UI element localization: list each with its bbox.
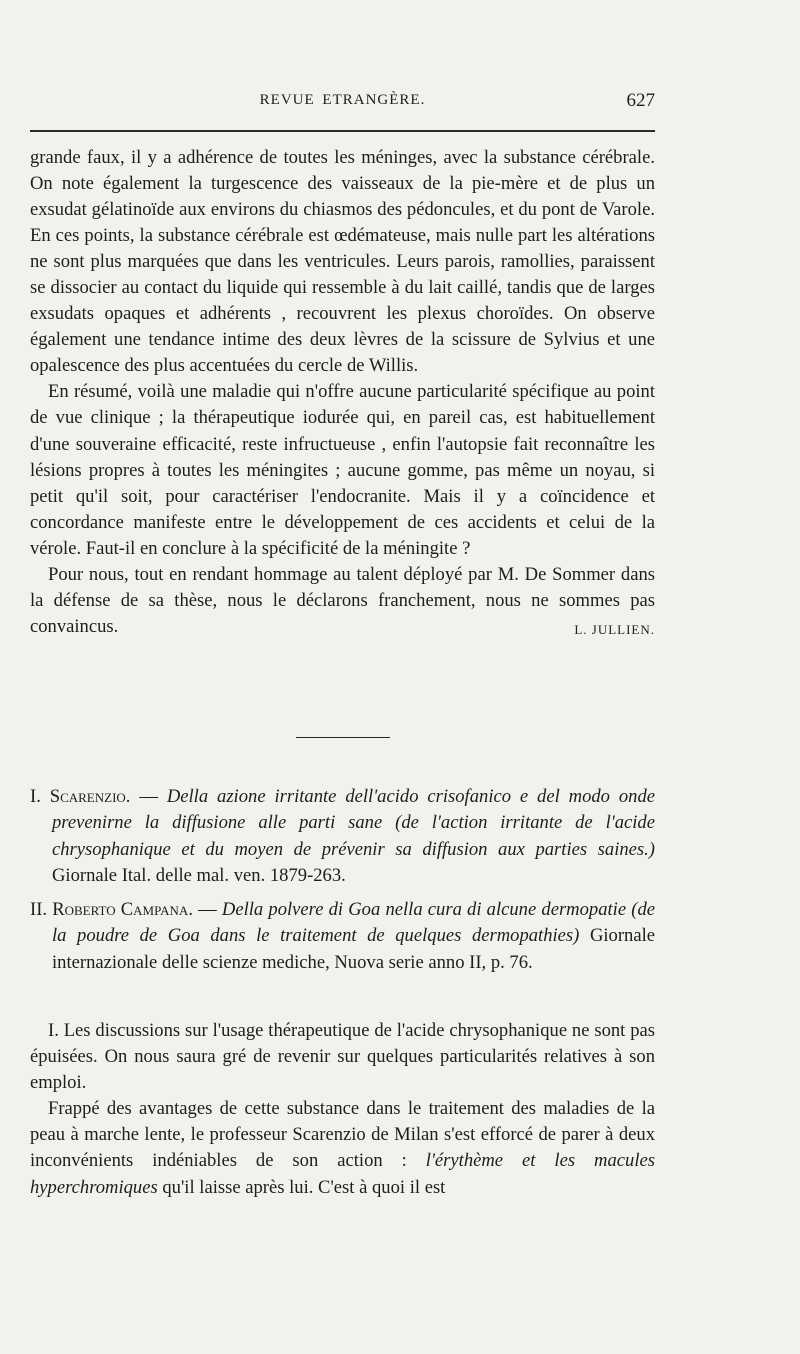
reference-numeral: I. xyxy=(30,786,41,807)
scarenzio-text-start: Frappé des avantages de cette substance dans le traitement des maladies de la peau à marche lente, le professeur Scarenzio de Milan s'est efforcé de parer à deux inconvénients indéniables de son action : xyxy=(30,1098,655,1172)
page-number: 627 xyxy=(626,90,655,111)
reference-author: Roberto Campana. xyxy=(52,899,193,921)
reference-item-1 xyxy=(30,784,655,889)
reference-source: Giornale Ital. delle mal. ven. 1879-263. xyxy=(52,864,346,886)
paragraph-summary: En résumé, voilà une maladie qui n'offre aucune particularité spécifique au point de vue clinique ; la thérapeutique iodurée qui, en pareil cas, est habituellement d'une souveraine efficacité, reste infructueuse , enfin l'autopsie fait reconnaître les lésions propres à toutes les méningites ; aucune gomme, pas même un noyau, si petit qu'il soit, pour caractériser l'endocranite. Mais il y a coïncidence et concordance manifeste entre le développement de ces accidents et celui de la vérole. Faut-il en conclure à la spécificité de la méningite ? xyxy=(30,381,655,559)
reference-numeral: II. xyxy=(30,899,48,921)
reference-author: Scarenzio. xyxy=(49,786,131,807)
article-chrysophanic xyxy=(30,1018,655,1201)
page-header xyxy=(30,92,655,120)
reference-translation: (de l'action irritante de l'acide chrysophanique et du moyen de prévenir sa diffusion aux parties saines.) xyxy=(52,812,655,860)
reference-dash: — xyxy=(192,899,222,921)
section-separator xyxy=(296,737,390,738)
paragraph-autopsy: grande faux, il y a adhérence de toutes les méninges, avec la substance cérébrale. On note également la turgescence des vaisseaux de la pie-mère et de plus un exsudat gélatinoïde aux environs du chiasmos des pédoncules, et du pont de Varole. En ces points, la substance cérébrale est œdémateuse, mais nulle part les altérations ne sont plus marquées que dans les ventricules. Leurs parois, ramollies, paraissent se dissocier au contact du liquide qui ressemble à du lait caillé, tandis que de larges exsudats opaques et adhérents , recouvrent les plexus choroïdes. On observe également une tendance intime des deux lèvres de la scissure de Sylvius et une opalescence des plus accentuées du cercle de Willis. xyxy=(30,147,655,377)
paragraph-conclusion xyxy=(30,562,655,640)
reference-dash: — xyxy=(130,786,167,807)
reference-title: Della azione irritante dell'acido crisofanico e del modo onde prevenirne la diffusione alle parti sane xyxy=(52,786,655,834)
reference-source: Giornale internazionale delle scienze mediche, Nuova serie anno II, p. 76. xyxy=(52,925,655,973)
scarenzio-text-italic: l'érythème et les macules hyperchromiques xyxy=(30,1150,655,1198)
reference-translation: (de la poudre de Goa dans le traitement de quelques dermopathies) xyxy=(52,899,656,947)
reference-title: Della polvere di Goa nella cura di alcune dermopatie xyxy=(221,899,627,921)
conclusion-text: Pour nous, tout en rendant hommage au talent déployé par M. De Sommer dans la défense de sa thèse, nous le déclarons franchement, nous ne sommes pas convaincus. xyxy=(30,563,655,637)
paragraph-intro: I. Les discussions sur l'usage thérapeutique de l'acide chrysophanique ne sont pas épuisées. On nous saura gré de revenir sur quelques particularités relatives à son emploi. xyxy=(30,1020,655,1094)
header-rule xyxy=(30,130,655,132)
article-continuation xyxy=(30,145,655,643)
author-signature: L. JULLIEN. xyxy=(574,621,655,637)
paragraph-scarenzio xyxy=(30,1096,655,1200)
reference-item-2 xyxy=(30,897,655,976)
scarenzio-text-end: qu'il laisse après lui. C'est à quoi il est xyxy=(157,1176,446,1198)
reference-list xyxy=(30,784,655,976)
running-title: REVUE ETRANGÈRE. xyxy=(259,92,426,108)
